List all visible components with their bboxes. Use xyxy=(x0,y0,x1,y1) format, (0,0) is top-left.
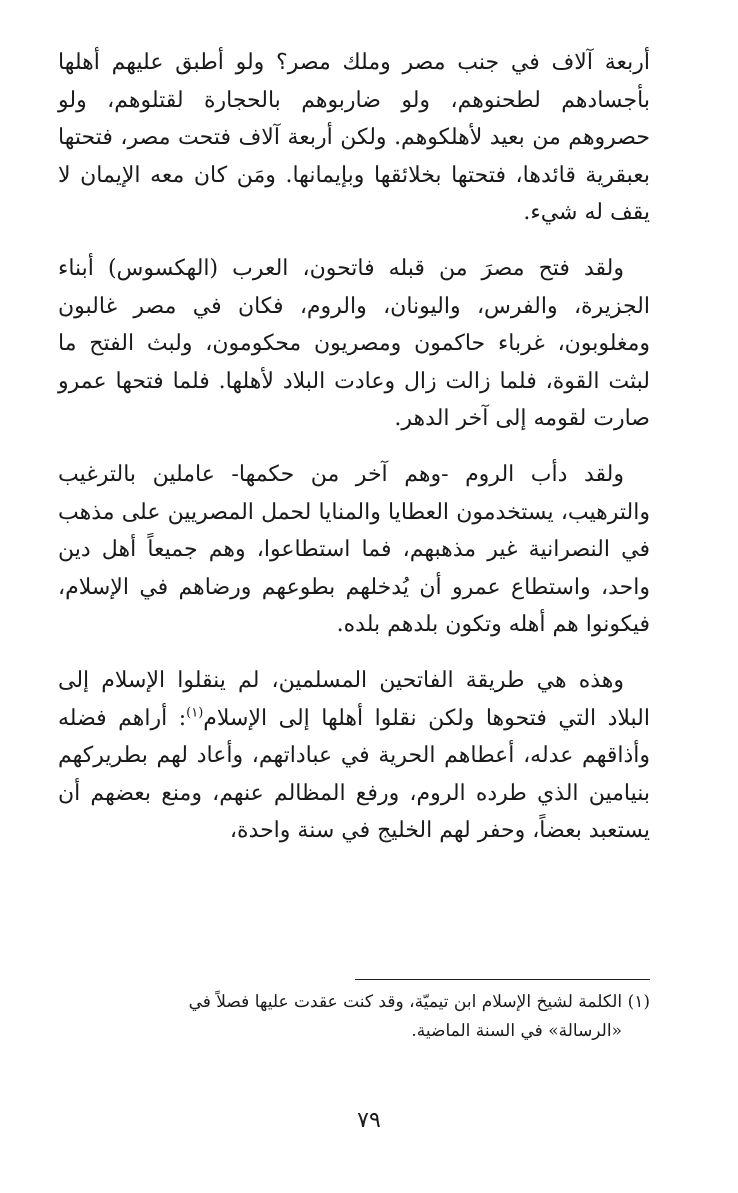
footnote-marker: (١) xyxy=(627,992,650,1012)
paragraph-4-text-before: وهذه هي طريقة الفاتحين المسلمين، لم ينقلوا الإسلام إلى البلاد التي فتحوها ولكن نقلوا أهلها إلى الإسلام xyxy=(58,667,650,731)
paragraph-3: ولقد دأب الروم -وهم آخر من حكمها- عاملين بالترغيب والترهيب، يستخدمون العطايا والمنايا لحمل المصريين على مذهب في النصرانية غير مذهبهم، فما استطاعوا، وهم جميعاً أهل دين واحد، واستطاع عمرو أن يُدخلهم بطوعهم ورضاهم في الإسلام، فيكونوا هم أهله وتكون بلدهم بلده. xyxy=(58,461,650,638)
paragraph-4 xyxy=(58,662,650,850)
footnote xyxy=(58,988,650,1046)
paragraph-2: ولقد فتح مصرَ من قبله فاتحون، العرب (الهكسوس) أبناء الجزيرة، والفرس، واليونان، والروم، فكان في مصر غالبون ومغلوبون، غرباء حاكمون ومصريون محكومون، ولبث الفتح ما لبثت القوة، فلما زالت زال وعادت البلاد لأهلها. فلما فتحها عمرو صارت لقومه إلى آخر الدهر. xyxy=(58,255,650,432)
page-number: ٧٩ xyxy=(357,1108,381,1133)
paragraph-4-text-after: : أراهم فضله وأذاقهم عدله، أعطاهم الحرية في عباداتهم، وأعاد لهم بطريركهم بنيامين الذي طرده الروم، ورفع المظالم عنهم، ومنع بعضهم أن يستعبد بعضاً، وحفر لهم الخليج في سنة واحدة، xyxy=(58,705,650,844)
main-text xyxy=(58,44,650,868)
paragraph-1: أربعة آلاف في جنب مصر وملك مصر؟ ولو أطبق عليهم أهلها بأجسادهم لطحنوهم، ولو ضاربوهم بالحجارة لقتلوهم، ولو حصروهم من بعيد لأهلكوهم. ولكن أربعة آلاف فتحت مصر، فتحتها بعبقرية قائدها، فتحتها بخلائقها وبإيمانها. ومَن كان معه الإيمان لا يقف له شيء. xyxy=(58,50,650,226)
footnote-divider xyxy=(355,979,650,980)
footnote-reference[interactable]: (١) xyxy=(186,705,204,721)
footnote-text-line1: الكلمة لشيخ الإسلام ابن تيميّة، وقد كنت عقدت عليها فصلاً في xyxy=(188,992,623,1012)
footnote-text-line2: «الرسالة» في السنة الماضية. xyxy=(411,1021,622,1041)
